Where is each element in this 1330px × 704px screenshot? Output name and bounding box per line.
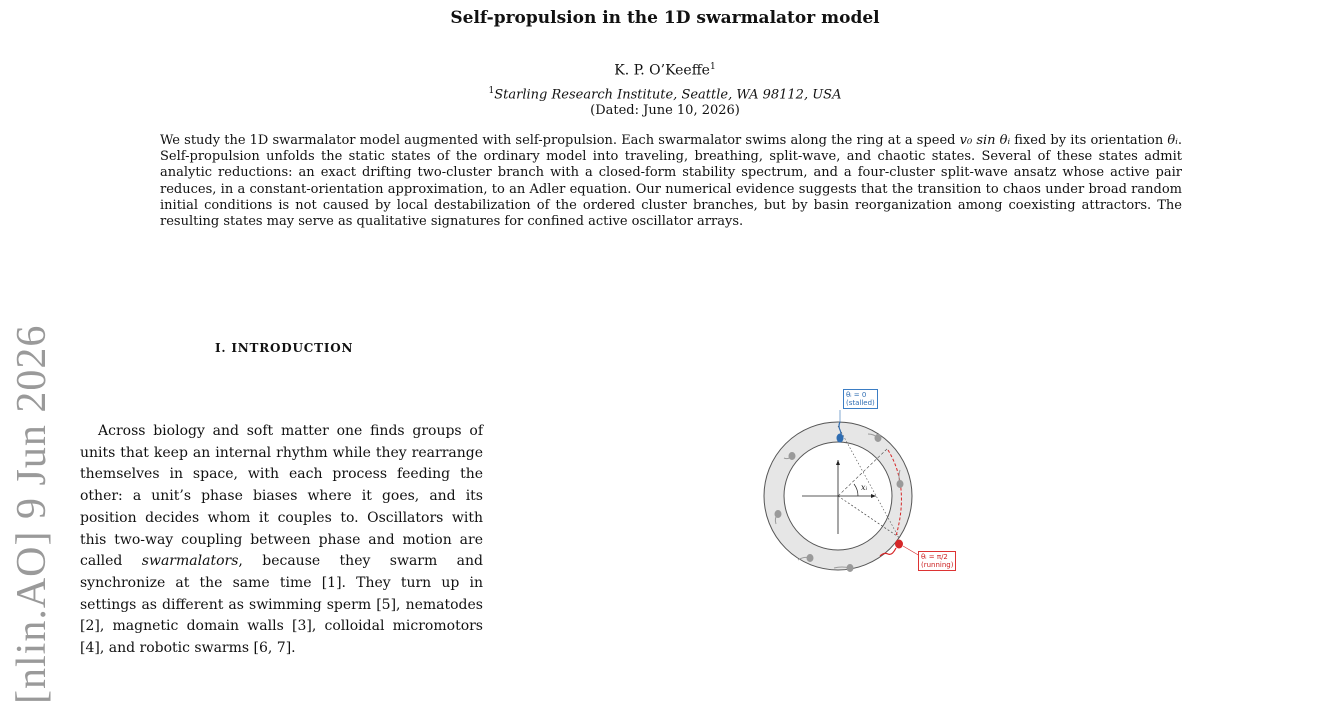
abstract-formula-theta: θᵢ	[1167, 133, 1178, 148]
abstract-text-3: . Self-propulsion unfolds the static states of the ordinary model into traveling, breathing, split-wave, and chaotic states. Several of these states admit analytic reductions: an exact drifting two-cluster branch with a closed-form stability spectrum, and a four-cluster split-wave ansatz whose active pair reduces, in a constant-orientation approximation, to an Adler equation. Our numerical evidence suggests that the transition to chaos under broad random initial conditions is not caused by local destabilization of the ordered cluster branches, but by basin reorganization among coexisting attractors. The resulting states may serve as qualitative signatures for confined active oscillator arrays.	[160, 133, 1183, 230]
date-line: (Dated: June 10, 2026)	[590, 103, 740, 118]
author-name: K. P. O’Keeffe	[614, 62, 710, 79]
abstract-formula-speed: v₀ sin θᵢ	[959, 133, 1011, 148]
angle-label: xᵢ	[861, 483, 868, 492]
red-swimmer-head	[895, 540, 903, 549]
author-superscript: 1	[709, 62, 716, 72]
abstract-text-1: We study the 1D swarmalator model augmented with self-propulsion. Each swarmalator swims along the ring at a speed	[160, 133, 960, 148]
intro-text-1: Across biology and soft matter one finds groups of units that keep an internal rhythm while they rearrange themselves in space, with each process feeding the other: a unit’s phase biases where it goes, and its position decides whom it couples to. Oscillators with this two-way coupling between phase and motion are called	[80, 423, 483, 570]
running-label	[918, 551, 956, 571]
affiliation-superscript: 1	[488, 86, 495, 96]
running-label-line2: (running)	[921, 561, 954, 569]
running-label-line1: θᵢ = π/2	[921, 553, 948, 561]
paper-title: Self-propulsion in the 1D swarmalator model	[450, 8, 880, 28]
abstract-text-2: fixed by its orientation	[1010, 133, 1168, 148]
author-line	[0, 62, 1330, 79]
affiliation-line	[0, 86, 1330, 102]
ring-figure	[748, 386, 958, 580]
intro-term-swarmalators: swarmalators	[141, 553, 239, 570]
intro-paragraph	[80, 421, 483, 660]
intro-text-2: , because they swarm and synchronize at the same time [1]. They turn up in settings as different as swimming sperm [5], nematodes [2], magnetic domain walls [3], colloidal micromotors [4], and robotic swarms [6, 7].	[80, 553, 483, 657]
affiliation-text: Starling Research Institute, Seattle, WA 98112, USA	[494, 87, 842, 103]
stalled-label-line2: (stalled)	[846, 399, 875, 407]
stalled-label	[843, 389, 878, 409]
abstract	[160, 133, 1182, 230]
stalled-label-line1: θᵢ = 0	[846, 391, 867, 399]
arxiv-identifier: [nlin.AO] 9 Jun 2026	[9, 324, 55, 704]
blue-swimmer-head	[837, 434, 844, 443]
section-heading: I. INTRODUCTION	[215, 341, 354, 355]
